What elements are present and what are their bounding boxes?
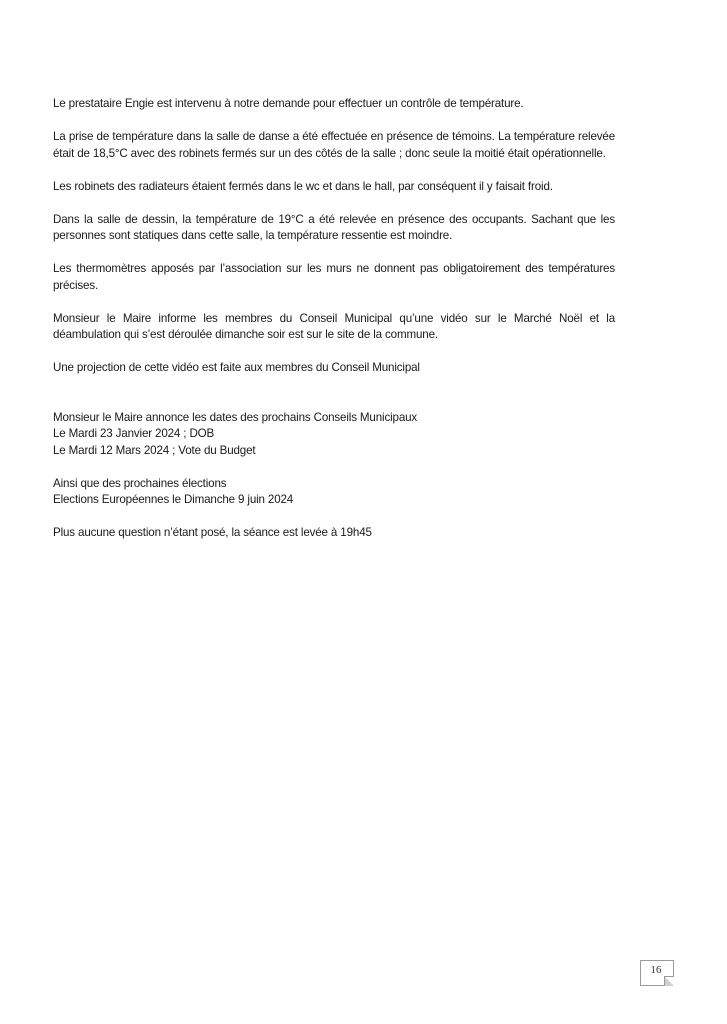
- paragraph-projection: Une projection de cette vidéo est faite aux membres du Conseil Municipal: [53, 361, 420, 374]
- elections-intro: Ainsi que des prochaines élections: [53, 476, 227, 490]
- document-body: [53, 96, 615, 542]
- paragraph-robinets: Les robinets des radiateurs étaient fermés dans le wc et dans le hall, par conséquent il y faisait froid.: [53, 179, 553, 193]
- paragraph-salle-danse: La prise de température dans la salle de danse a été effectuée en présence de témoins. La température relevée était de 18,5°C avec des robinets fermés sur un des côtés de la salle ; donc seule la moitié était opérationnelle.: [53, 130, 615, 160]
- paragraph-video: Monsieur le Maire informe les membres du Conseil Municipal qu’une vidéo sur le Marché Noël et la déambulation qui s’est déroulée dimanche soir est sur le site de la commune.: [53, 311, 615, 341]
- page-curl-icon: [664, 976, 674, 986]
- spacer: [53, 377, 615, 410]
- council-date-line: Le Mardi 12 Mars 2024 ; Vote du Budget: [53, 443, 256, 457]
- paragraph-engie: Le prestataire Engie est intervenu à notre demande pour effectuer un contrôle de température.: [53, 97, 524, 110]
- closing-statement: Plus aucune question n’étant posé, la séance est levée à 19h45: [53, 526, 372, 539]
- council-date-line: Le Mardi 23 Janvier 2024 ; DOB: [53, 427, 215, 440]
- paragraph-thermometres: Les thermomètres apposés par l’association sur les murs ne donnent pas obligatoirement des températures précises.: [53, 262, 615, 292]
- council-dates-intro: Monsieur le Maire annonce les dates des prochains Conseils Municipaux: [53, 410, 418, 424]
- paragraph-salle-dessin: Dans la salle de dessin, la température de 19°C a été relevée en présence des occupants. Sachant que les personnes sont statiques dans cette salle, la température ressentie est moindre.: [53, 212, 615, 242]
- election-line: Elections Européennes le Dimanche 9 juin 2024: [53, 493, 294, 506]
- page-number: 16: [650, 964, 662, 976]
- page-number-badge: [640, 960, 674, 986]
